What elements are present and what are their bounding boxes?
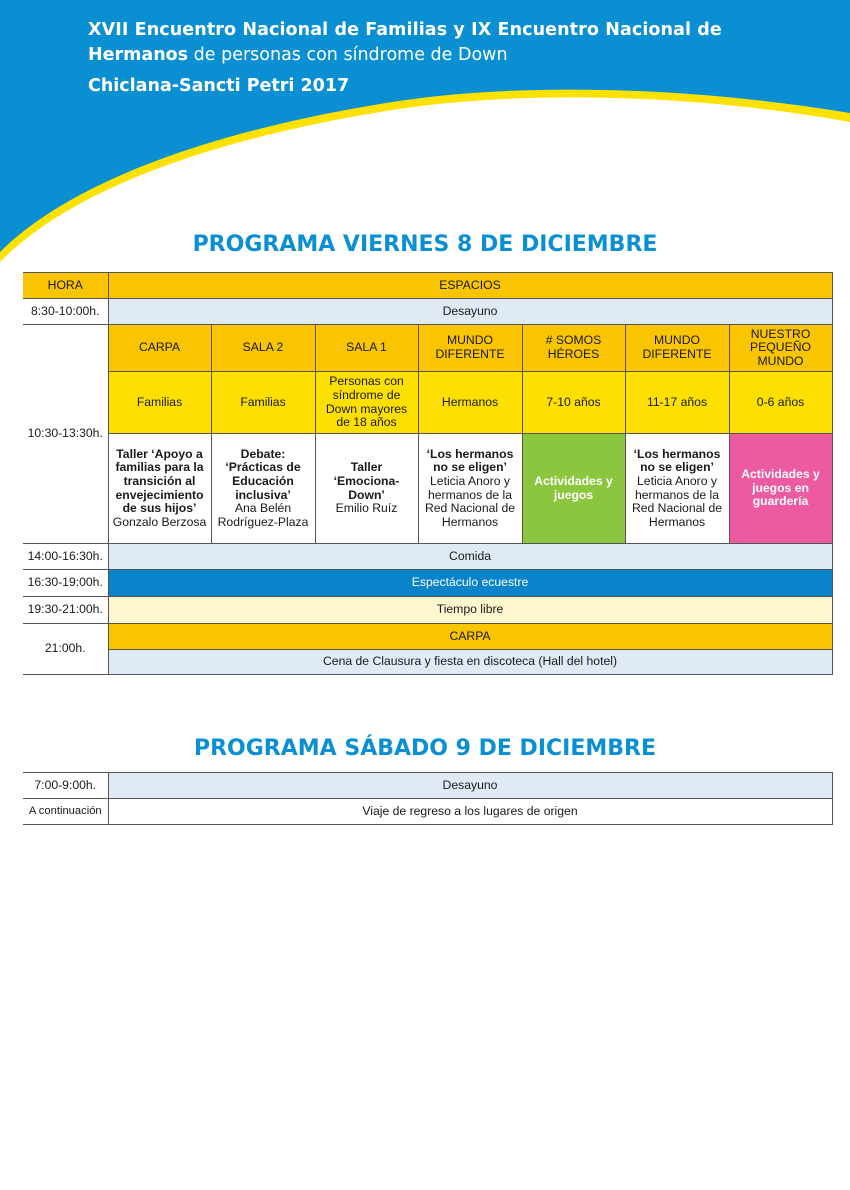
time-cell: 14:00-16:30h. xyxy=(23,544,108,570)
space-name: SALA 2 xyxy=(211,325,315,372)
time-cell: A continuación xyxy=(23,799,108,825)
space-name: MUNDO DIFERENTE xyxy=(418,325,522,372)
activity-title: ‘Los hermanos no se eligen’ xyxy=(426,446,514,475)
espacios-header: ESPACIOS xyxy=(108,273,832,299)
header-title-bold: Hermanos xyxy=(88,45,189,65)
audience-cell: 0-6 años xyxy=(729,372,832,434)
activity-speaker: Ana Belén Rodríguez-Plaza xyxy=(217,501,309,529)
activity-speaker: Emilio Ruíz xyxy=(335,501,398,516)
activity-title: Debate: ‘Prácticas de Educación inclusiva’ xyxy=(225,446,301,502)
time-cell: 10:30-13:30h. xyxy=(23,325,108,544)
saturday-schedule-table xyxy=(23,772,833,825)
activity-title: Taller ‘Apoyo a familias para la transición al envejecimiento de sus hijos’ xyxy=(115,446,204,516)
table-row xyxy=(23,544,832,570)
audience-cell: 11-17 años xyxy=(625,372,729,434)
hora-header: HORA xyxy=(23,273,108,299)
event-cell: Comida xyxy=(108,544,832,570)
activity-cell xyxy=(211,434,315,544)
activities-row xyxy=(23,434,832,544)
space-name: MUNDO DIFERENTE xyxy=(625,325,729,372)
header-title-line1: XVII Encuentro Nacional de Familias y IX Encuentro Nacional de xyxy=(88,20,722,40)
activity-title: ‘Los hermanos no se eligen’ xyxy=(633,446,721,475)
time-cell: 7:00-9:00h. xyxy=(23,773,108,799)
header-title-line2 xyxy=(88,45,508,65)
table-row xyxy=(23,799,832,825)
table-row xyxy=(23,570,832,597)
table-row xyxy=(23,624,832,650)
spaces-row xyxy=(23,325,832,372)
saturday-title: PROGRAMA SÁBADO 9 DE DICIEMBRE xyxy=(193,736,656,761)
event-cell: Desayuno xyxy=(108,299,832,325)
header-location: Chiclana-Sancti Petri 2017 xyxy=(88,76,350,96)
event-cell: Desayuno xyxy=(108,773,832,799)
audience-cell: Personas con síndrome de Down mayores de 18 años xyxy=(315,372,418,434)
activity-speaker: Gonzalo Berzosa xyxy=(112,514,207,529)
activity-title: Taller ‘Emociona-Down’ xyxy=(333,460,400,502)
activity-cell xyxy=(625,434,729,544)
time-cell: 21:00h. xyxy=(23,624,108,675)
friday-title: PROGRAMA VIERNES 8 DE DICIEMBRE xyxy=(192,232,658,257)
activity-cell xyxy=(315,434,418,544)
table-row xyxy=(23,773,832,799)
event-cell: Tiempo libre xyxy=(108,597,832,624)
space-name: SALA 1 xyxy=(315,325,418,372)
event-cell: Viaje de regreso a los lugares de origen xyxy=(108,799,832,825)
space-name: CARPA xyxy=(108,325,211,372)
activity-cell xyxy=(418,434,522,544)
time-cell: 16:30-19:00h. xyxy=(23,570,108,597)
audience-row xyxy=(23,372,832,434)
event-cell: Espectáculo ecuestre xyxy=(108,570,832,597)
table-row xyxy=(23,299,832,325)
audience-cell: Familias xyxy=(211,372,315,434)
header-title-rest: de personas con síndrome de Down xyxy=(188,45,508,65)
activity-speaker: Leticia Anoro y hermanos de la Red Nacional de Hermanos xyxy=(631,473,723,529)
audience-cell: Hermanos xyxy=(418,372,522,434)
friday-schedule-table xyxy=(23,272,833,675)
activity-cell: Actividades y juegos xyxy=(522,434,625,544)
space-name: NUESTRO PEQUEÑO MUNDO xyxy=(729,325,832,372)
audience-cell: 7-10 años xyxy=(522,372,625,434)
table-header-row xyxy=(23,273,832,299)
event-cell: Cena de Clausura y fiesta en discoteca (Hall del hotel) xyxy=(108,650,832,675)
time-cell: 8:30-10:00h. xyxy=(23,299,108,325)
activity-cell xyxy=(108,434,211,544)
place-cell: CARPA xyxy=(108,624,832,650)
space-name: # SOMOS HÉROES xyxy=(522,325,625,372)
activity-speaker: Leticia Anoro y hermanos de la Red Nacional de Hermanos xyxy=(424,473,516,529)
table-row xyxy=(23,597,832,624)
time-cell: 19:30-21:00h. xyxy=(23,597,108,624)
activity-cell: Actividades y juegos en guardería xyxy=(729,434,832,544)
audience-cell: Familias xyxy=(108,372,211,434)
table-row xyxy=(23,650,832,675)
